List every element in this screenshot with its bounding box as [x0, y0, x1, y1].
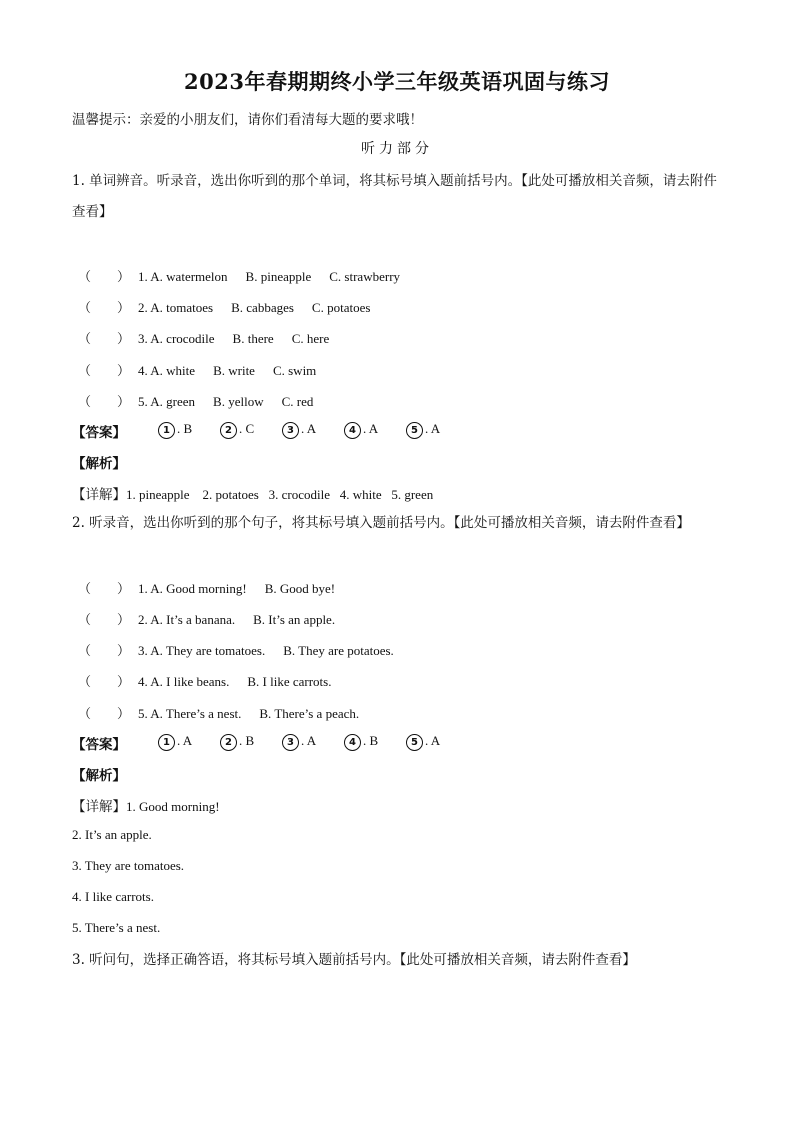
q1-row-3 [78, 328, 347, 347]
analysis-tag: 【解析】 [72, 768, 126, 784]
answer-item [344, 733, 406, 751]
circled-number: 3 [282, 422, 299, 439]
answer-item [158, 421, 220, 439]
q2-detail-line: 4. I like carrots. [72, 889, 154, 904]
answer-item [406, 421, 468, 439]
option: 4. A. white [138, 363, 196, 378]
section-heading: 听力部分 [361, 141, 433, 157]
answer-item [158, 733, 220, 751]
option: B. Good bye! [264, 581, 336, 596]
option: 3. A. crocodile [138, 331, 215, 346]
q2-detail-line: 3. They are tomatoes. [72, 858, 185, 873]
option: B. write [213, 363, 255, 378]
option: B. There’s a peach. [259, 706, 360, 721]
option: B. They are potatoes. [283, 643, 394, 658]
answer-value: . A [301, 733, 317, 748]
q1-answers [158, 421, 468, 439]
answer-item [220, 733, 282, 751]
q1-row-4 [78, 360, 334, 379]
option: B. cabbages [231, 300, 294, 315]
answer-paren: （ ） [78, 706, 131, 721]
q2-detail-line: 5. There’s a nest. [72, 920, 161, 935]
answer-paren: （ ） [78, 363, 131, 378]
q2-answers [158, 733, 468, 751]
answer-paren: （ ） [78, 331, 131, 346]
circled-number: 1 [158, 422, 175, 439]
option: 1. A. watermelon [138, 269, 228, 284]
option: 5. A. green [138, 394, 196, 409]
q2-detail-line: 2. It’s an apple. [72, 827, 152, 842]
option: 2. A. It’s a banana. [138, 612, 236, 627]
question-3-prompt: 3. 听问句，选择正确答语，将其标号填入题前括号内。【此处可播放相关音频，请去附件查看】 [72, 952, 636, 968]
answer-paren: （ ） [78, 674, 131, 689]
circled-number: 3 [282, 734, 299, 751]
answer-value: . C [239, 421, 255, 436]
answer-value: . A [363, 421, 379, 436]
answer-value: . B [177, 421, 193, 436]
answer-paren: （ ） [78, 300, 131, 315]
q2-row-5 [78, 703, 377, 722]
option: C. here [291, 331, 330, 346]
answer-paren: （ ） [78, 581, 131, 596]
option: 2. A. tomatoes [138, 300, 214, 315]
option: C. red [281, 394, 314, 409]
question-2-prompt: 2. 听录音，选出你听到的那个句子，将其标号填入题前括号内。【此处可播放相关音频，请去附件查看】 [72, 515, 690, 531]
circled-number: 2 [220, 422, 237, 439]
option: B. there [232, 331, 274, 346]
q1-detail [72, 483, 433, 503]
q1-row-2 [78, 297, 388, 316]
q2-row-1 [78, 578, 353, 597]
option: 4. A. I like beans. [138, 674, 230, 689]
q2-detail [72, 795, 220, 815]
analysis-tag: 【解析】 [72, 456, 126, 472]
circled-number: 1 [158, 734, 175, 751]
option: C. potatoes [311, 300, 371, 315]
option: B. I like carrots. [247, 674, 332, 689]
circled-number: 5 [406, 734, 423, 751]
detail-text: 1. Good morning! [126, 799, 220, 814]
answer-paren: （ ） [78, 394, 131, 409]
answer-paren: （ ） [78, 612, 131, 627]
page-title: 2023年春期期终小学三年级英语巩固与练习 [184, 69, 610, 94]
q1-row-5 [78, 391, 331, 410]
circled-number: 5 [406, 422, 423, 439]
option: B. yellow [213, 394, 264, 409]
answer-paren: （ ） [78, 269, 131, 284]
hint-text: 温馨提示：亲爱的小朋友们，请你们看清每大题的要求哦！ [72, 112, 423, 128]
answer-value: . A [425, 733, 441, 748]
detail-tag: 【详解】 [72, 799, 126, 815]
answer-value: . B [239, 733, 255, 748]
q2-row-3 [78, 640, 412, 659]
option: B. pineapple [245, 269, 312, 284]
answer-tag: 【答案】 [72, 425, 126, 441]
q2-row-4 [78, 671, 349, 690]
option: 1. A. Good morning! [138, 581, 247, 596]
q2-row-2 [78, 609, 353, 628]
answer-paren: （ ） [78, 643, 131, 658]
option: 5. A. There’s a nest. [138, 706, 242, 721]
answer-value: . A [425, 421, 441, 436]
answer-item [406, 733, 468, 751]
circled-number: 4 [344, 734, 361, 751]
answer-value: . A [301, 421, 317, 436]
circled-number: 2 [220, 734, 237, 751]
question-1-prompt: 1. 单词辨音。听录音，选出你听到的那个单词，将其标号填入题前括号内。【此处可播放相关音频，请去附件查看】 [72, 173, 717, 220]
option: B. It’s an apple. [253, 612, 336, 627]
circled-number: 4 [344, 422, 361, 439]
answer-tag: 【答案】 [72, 737, 126, 753]
option: C. strawberry [329, 269, 401, 284]
answer-item [344, 421, 406, 439]
answer-item [282, 421, 344, 439]
option: 3. A. They are tomatoes. [138, 643, 266, 658]
answer-item [282, 733, 344, 751]
answer-item [220, 421, 282, 439]
answer-value: . B [363, 733, 379, 748]
detail-text: 1. pineapple 2. potatoes 3. crocodile 4. white 5. green [126, 487, 434, 502]
detail-tag: 【详解】 [72, 487, 126, 503]
q1-row-1 [78, 266, 418, 285]
answer-value: . A [177, 733, 193, 748]
option: C. swim [272, 363, 317, 378]
